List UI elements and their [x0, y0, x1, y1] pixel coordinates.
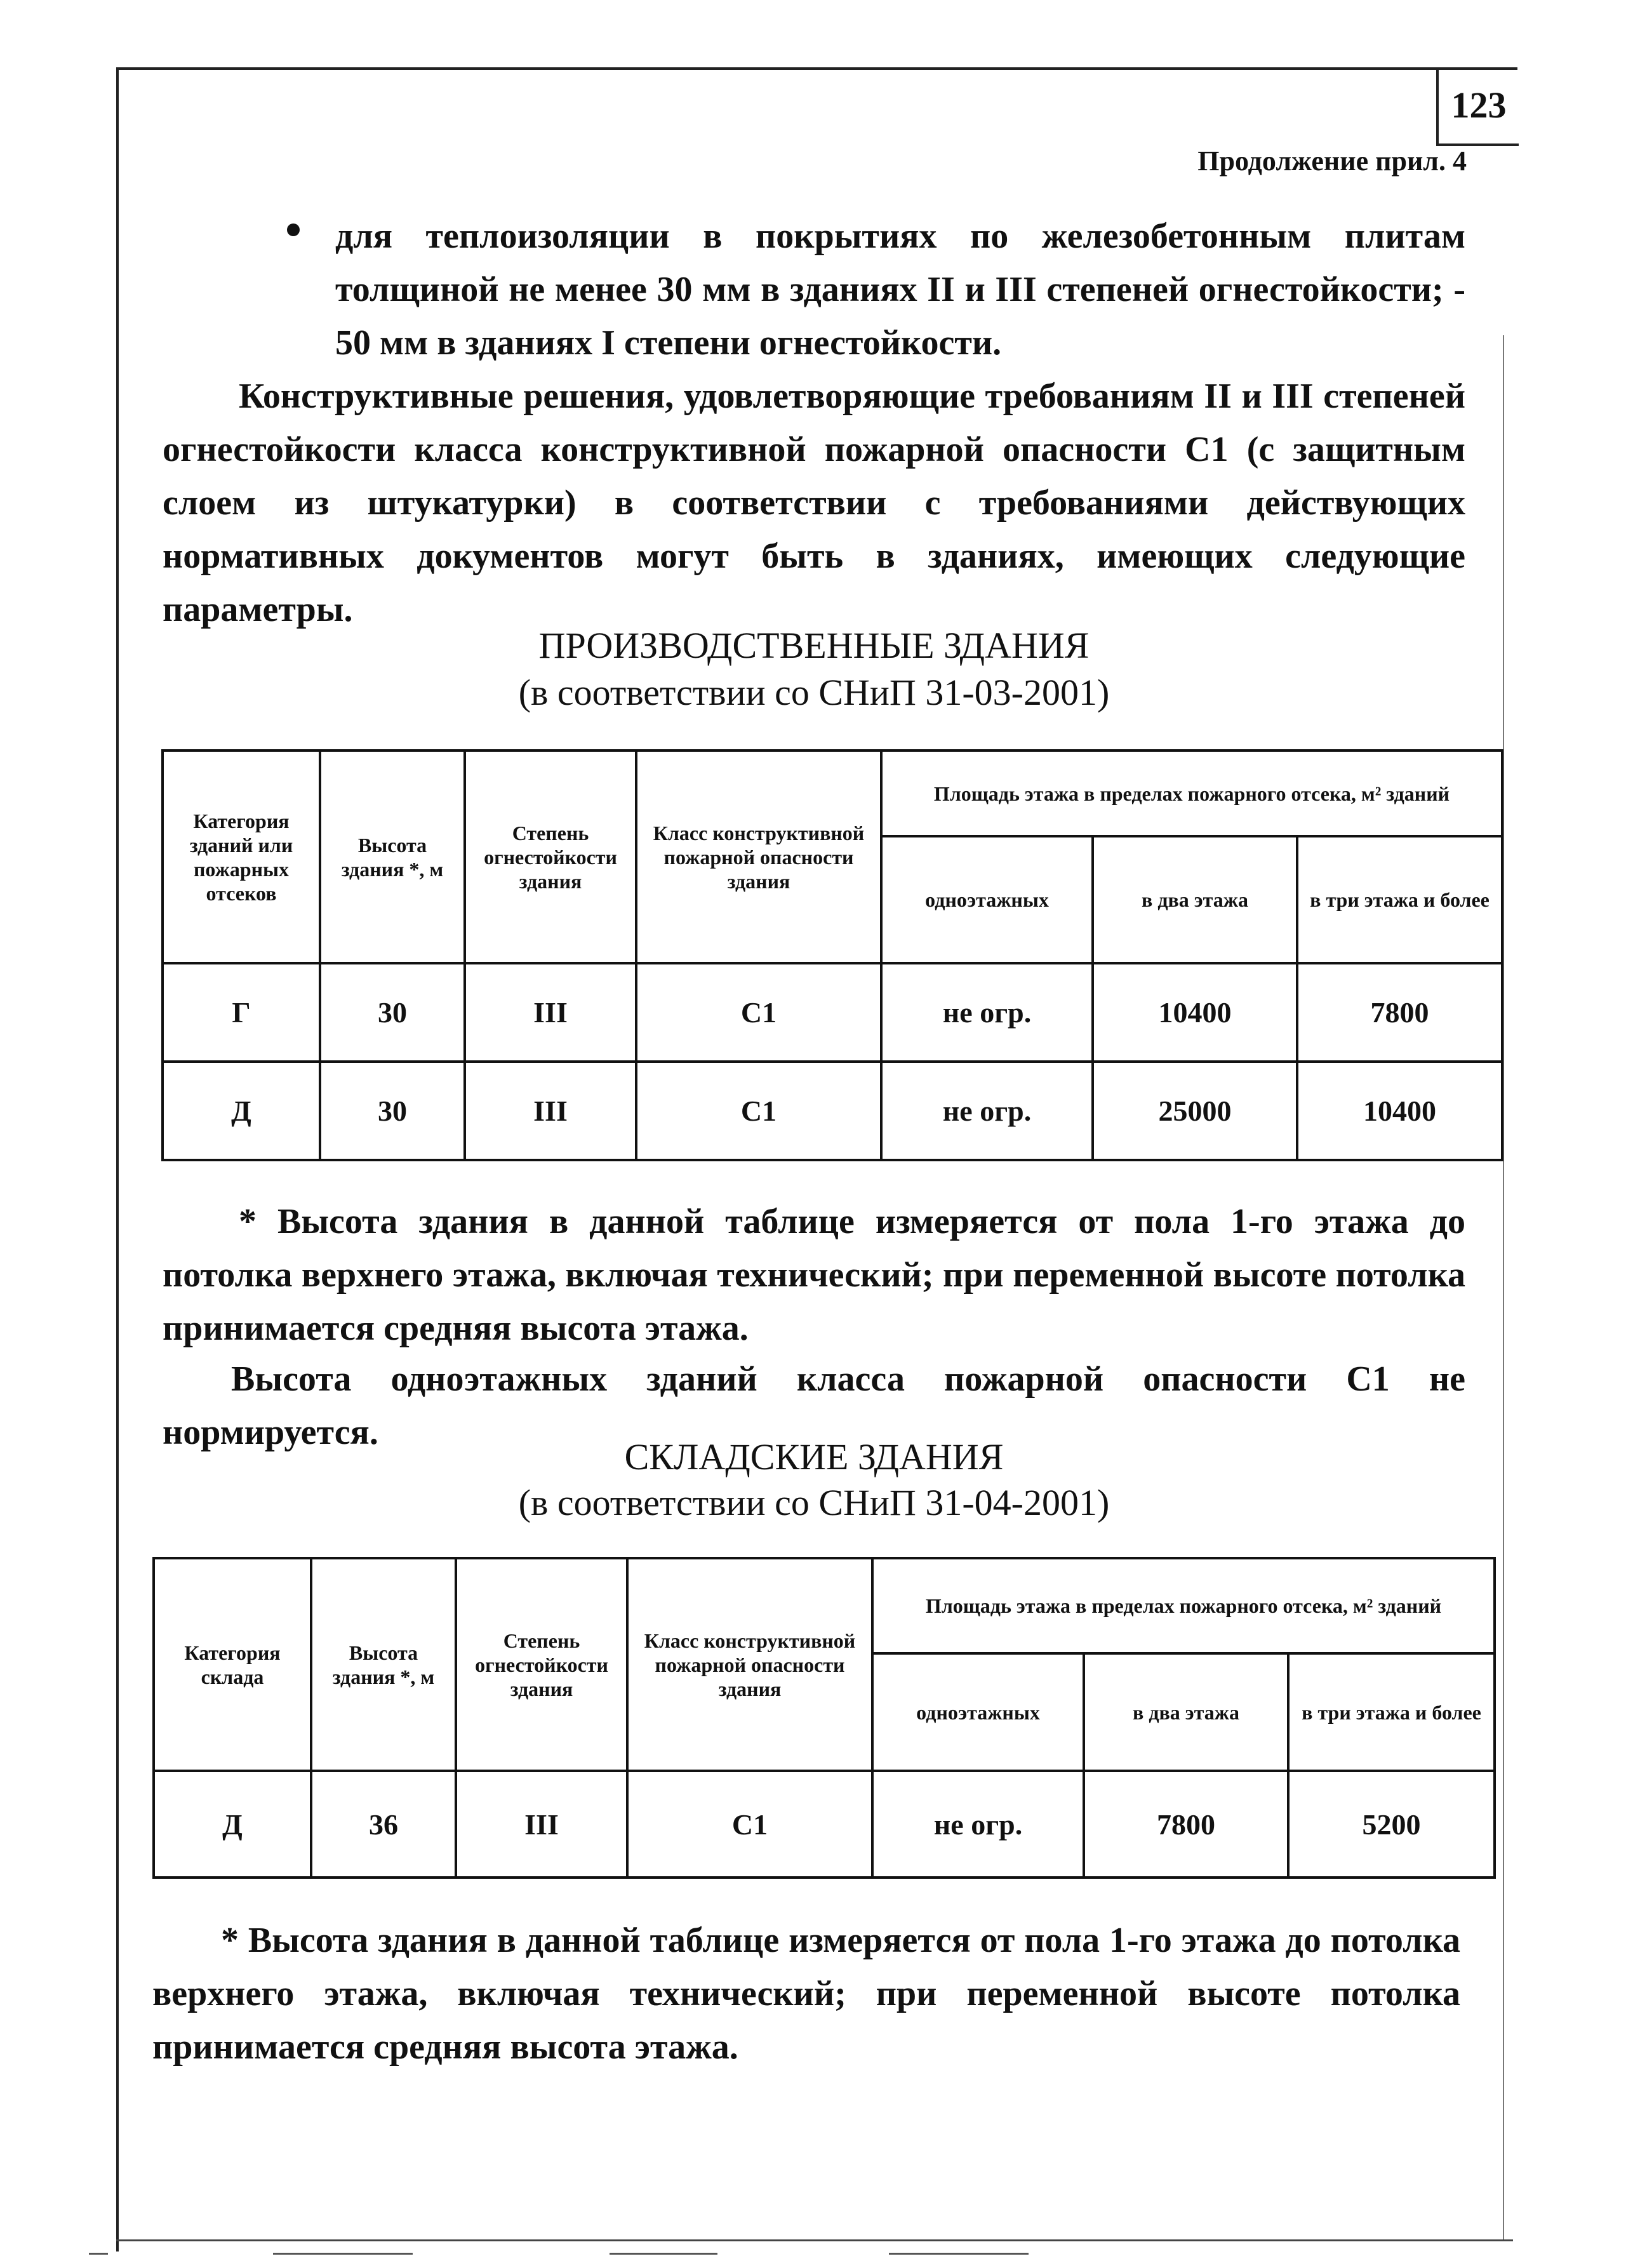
industrial-footnote	[163, 1195, 1465, 1355]
intro-text: Конструктивные решения, удовлетворяющие требованиям II и III степеней огнестойкости класса конструктивной пожарной опасности С1 (с защитным слоем из штукатурки) в соответствии с требованиями действующих нормативных документов могут быть в зданиях, имеющих следующие параметры.	[163, 377, 1465, 629]
industrial-cell: 30	[320, 1062, 465, 1160]
industrial-header-area-group: Площадь этажа в пределах пожарного отсека, м² зданий	[881, 750, 1502, 836]
warehouse-cell: III	[456, 1771, 627, 1878]
warehouse-cell: Д	[154, 1771, 311, 1878]
page-frame-left	[116, 67, 119, 2251]
warehouse-cell: не огр.	[872, 1771, 1084, 1878]
continuation-label: Продолжение прил. 4	[1197, 145, 1467, 177]
warehouse-footnote	[152, 1914, 1460, 2074]
industrial-cell: С1	[636, 963, 881, 1062]
industrial-header-one-floor: одноэтажных	[881, 836, 1093, 963]
scan-mark	[889, 2253, 1029, 2255]
industrial-cell: 25000	[1093, 1062, 1297, 1160]
warehouse-header-two-floors: в два этажа	[1084, 1653, 1288, 1771]
industrial-header-two-floors: в два этажа	[1093, 836, 1297, 963]
page-number: 123	[1436, 67, 1519, 146]
table-row	[154, 1771, 1495, 1878]
industrial-title: ПРОИЗВОДСТВЕННЫЕ ЗДАНИЯ	[538, 625, 1090, 666]
warehouse-cell: 7800	[1084, 1771, 1288, 1878]
warehouse-cell: 5200	[1288, 1771, 1495, 1878]
warehouse-header-category: Категория склада	[154, 1558, 311, 1771]
industrial-header-fire-degree: Степень огнестойкости здания	[465, 750, 636, 963]
industrial-header-category: Категория зданий или пожарных отсеков	[163, 750, 320, 963]
warehouse-header-three-floors: в три этажа и более	[1288, 1653, 1495, 1771]
industrial-cell: 10400	[1093, 963, 1297, 1062]
industrial-cell: III	[465, 1062, 636, 1160]
industrial-cell: III	[465, 963, 636, 1062]
industrial-note2-text: Высота одноэтажных зданий класса пожарной опасности С1 не нормируется.	[163, 1359, 1465, 1452]
industrial-cell: 10400	[1297, 1062, 1502, 1160]
industrial-cell: С1	[636, 1062, 881, 1160]
table-row	[163, 963, 1502, 1062]
warehouse-table	[152, 1557, 1496, 1879]
industrial-footnote-text: * Высота здания в данной таблице измеряется от пола 1-го этажа до потолка верхнего этажа, включая технический; при переменной высоте потолка принимается средняя высота этажа.	[163, 1202, 1465, 1348]
warehouse-header-height: Высота здания *, м	[311, 1558, 456, 1771]
industrial-cell: 7800	[1297, 963, 1502, 1062]
warehouse-subtitle: (в соответствии со СНиП 31-04-2001)	[518, 1482, 1110, 1523]
industrial-cell: не огр.	[881, 1062, 1093, 1160]
industrial-cell: не огр.	[881, 963, 1093, 1062]
warehouse-cell: С1	[627, 1771, 872, 1878]
industrial-header-three-floors: в три этажа и более	[1297, 836, 1502, 963]
warehouse-cell: 36	[311, 1771, 456, 1878]
warehouse-header-area-group: Площадь этажа в пределах пожарного отсека, м² зданий	[872, 1558, 1495, 1653]
warehouse-header-class: Класс конструктивной пожарной опасности здания	[627, 1558, 872, 1771]
warehouse-header-one-floor: одноэтажных	[872, 1653, 1084, 1771]
table-row	[163, 1062, 1502, 1160]
industrial-subtitle: (в соответствии со СНиП 31-03-2001)	[518, 672, 1110, 713]
bullet-icon	[287, 223, 300, 236]
warehouse-footnote-text: * Высота здания в данной таблице измеряется от пола 1-го этажа до потолка верхнего этажа, включая технический; при переменной высоте потолка принимается средняя высота этажа.	[152, 1921, 1460, 2067]
warehouse-header-fire-degree: Степень огнестойкости здания	[456, 1558, 627, 1771]
page-frame-top	[116, 67, 1517, 70]
page-frame-right	[1503, 335, 1504, 2240]
scan-mark	[273, 2253, 413, 2255]
industrial-cell: Д	[163, 1062, 320, 1160]
industrial-header-height: Высота здания *, м	[320, 750, 465, 963]
industrial-cell: 30	[320, 963, 465, 1062]
industrial-cell: Г	[163, 963, 320, 1062]
scan-mark	[89, 2253, 108, 2255]
scan-mark	[610, 2253, 717, 2255]
page-frame-bottom	[116, 2239, 1513, 2241]
industrial-table	[161, 749, 1503, 1161]
bullet-paragraph: для теплоизоляции в покрытиях по железобетонным плитам толщиной не менее 30 мм в зданиях II и III степеней огнестойкости; - 50 мм в зданиях I степени огнестойкости.	[335, 217, 1465, 363]
industrial-header-class: Класс конструктивной пожарной опасности здания	[636, 750, 881, 963]
warehouse-title: СКЛАДСКИЕ ЗДАНИЯ	[624, 1436, 1004, 1478]
intro-paragraph	[163, 370, 1465, 636]
